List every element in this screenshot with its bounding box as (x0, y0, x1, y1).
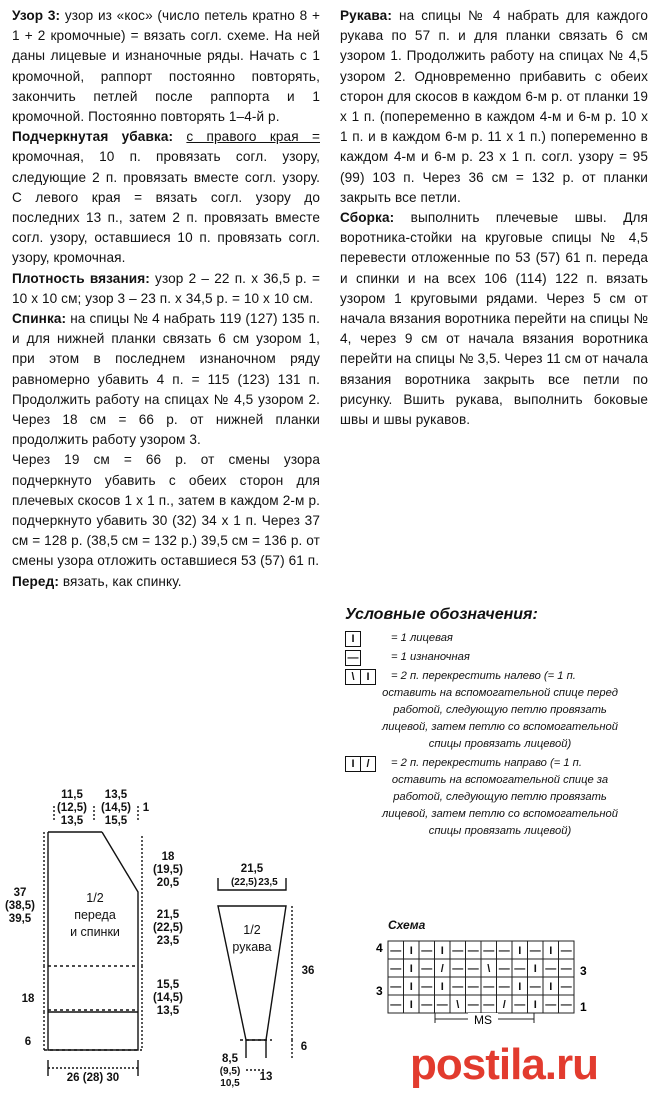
svg-text:(9,5): (9,5) (219, 1066, 241, 1077)
svg-text:6: 6 (300, 1041, 308, 1053)
chart-cell: — (529, 981, 541, 993)
legend-item-cross-right: I / = 2 п. перекрестить направо (= 1 п. оставить на вспомогательной спице за работой, следующую петлю провязать лицевой, затем петлю со вспомогательной спицы провязать лицевой) (345, 755, 645, 840)
legend-item-purl: — = 1 изнаночная (345, 649, 645, 666)
chart-cell: — (421, 981, 433, 993)
chart-cell: I (440, 945, 444, 957)
knit-stitch-icon: I (345, 631, 361, 647)
chart-cell: — (390, 981, 402, 993)
svg-text:1/2: 1/2 (86, 891, 104, 905)
chart-cell: — (467, 981, 479, 993)
chart-cell: — (467, 945, 479, 957)
body-schematic (0, 780, 200, 1112)
svg-text:10,5: 10,5 (220, 1078, 240, 1089)
schema-row-label-3-left: 3 (376, 984, 383, 998)
svg-text:рукава: рукава (232, 940, 272, 954)
chart-cell: — (421, 945, 433, 957)
svg-text:37: 37 (13, 887, 27, 899)
svg-text:(14,5): (14,5) (152, 992, 184, 1004)
paragraph-gauge: Плотность вязания: узор 2 – 22 п. х 36,5 р. = 10 х 10 см; узор 3 – 23 п. х 34,5 р. = 10 х 10 см. (12, 270, 320, 306)
svg-text:(14,5): (14,5) (100, 802, 132, 814)
chart-cell: — (452, 981, 464, 993)
chart-cell: — (483, 945, 495, 957)
left-text-column (12, 6, 320, 592)
paragraph-back: Спинка: на спицы № 4 набрать 119 (127) 135 п. и для нижней планки связать 6 см узором 1, при этом в последнем изнаночном ряду равномерно убавить 4 п. = 115 (123) 131 п. Продолжить работу на спицах № 4,5 узором 2. Через 18 см = 66 р. от нижней планки продолжить работу узором 3. (12, 311, 320, 448)
stitch-chart (372, 935, 600, 1025)
svg-text:21,5: 21,5 (156, 909, 180, 921)
svg-text:1/2: 1/2 (243, 923, 261, 937)
schema-row-label-4: 4 (376, 941, 383, 955)
schema-row-label-1: 1 (580, 1000, 587, 1014)
chart-cell: — (498, 963, 510, 975)
chart-cell: — (483, 999, 495, 1011)
svg-text:6: 6 (24, 1036, 32, 1048)
paragraph-shoulders: Через 19 см = 66 р. от смены узора подчеркнуто убавить с обеих сторон для плечевых скосов 1 х 1 п., затем в каждом 2-м р. подчеркнуто убавить 30 (32) 34 х 1 п. Через 37 см = 128 р. (38,5 см = 132 р.) 39,5 см = 136 р. от смены узора отложить оставшиеся 53 (57) 61 п. (12, 452, 320, 569)
chart-cell: / (440, 963, 444, 975)
svg-text:13,5: 13,5 (60, 815, 84, 827)
watermark: postila.ru (410, 1040, 599, 1089)
chart-cell: — (498, 945, 510, 957)
svg-text:13: 13 (259, 1071, 273, 1083)
chart-cell: — (483, 981, 495, 993)
chart-cell: / (502, 999, 506, 1011)
chart-cell: I (518, 945, 522, 957)
svg-text:переда: переда (74, 908, 116, 922)
chart-cell: \ (487, 963, 491, 975)
legend-title: Условные обозначения: (345, 606, 538, 623)
svg-text:(12,5): (12,5) (56, 802, 88, 814)
chart-cell: — (560, 945, 572, 957)
chart-cell: — (545, 999, 557, 1011)
chart-cell: — (545, 963, 557, 975)
svg-text:21,5: 21,5 (240, 863, 264, 875)
chart-cell: — (529, 945, 541, 957)
chart-cell: I (409, 999, 413, 1011)
chart-cell: — (452, 963, 464, 975)
paragraph-pattern3: Узор 3: узор из «кос» (число петель кратно 8 + 1 + 2 кромочные) = вязать согл. схеме. На ней даны лицевые и изнаночные ряды. Начать с 1 кромочной, раппорт постоянно повторять, закончить петлей после раппорта и 1 кромочной. Постоянно повторять 1–4-й р. (12, 8, 321, 125)
paragraph-assembly: Сборка: выполнить плечевые швы. Для воротника-стойки на круговые спицы № 4,5 перевести отложенные по 53 (57) 61 п. переда и спинки и на всех 106 (114) 122 п. вязать узором 1 круговыми рядами. Через 5 см от начала вязания воротника перейти на спицы № 4, через 9 см от начала вязания воротника перейти на спицы № 3,5. Через 11 см от начала вязания воротника закрыть все петли по рисунку. Вшить рукава, выполнить боковые швы и швы рукавов. (340, 210, 648, 428)
chart-cell: — (421, 999, 433, 1011)
chart-cell: — (560, 963, 572, 975)
chart-cell: I (549, 981, 553, 993)
chart-cell: I (533, 999, 537, 1011)
legend-item-knit: I = 1 лицевая (345, 630, 645, 647)
svg-text:15,5: 15,5 (104, 815, 128, 827)
cross-left-icon: \ I (345, 669, 376, 685)
svg-text:13,5: 13,5 (104, 789, 128, 801)
chart-cell: — (390, 963, 402, 975)
legend (345, 606, 645, 842)
repeat-label: MS (474, 1013, 492, 1025)
chart-cell: I (409, 981, 413, 993)
svg-text:13,5: 13,5 (156, 1005, 180, 1017)
svg-text:23,5: 23,5 (156, 935, 180, 947)
svg-text:18: 18 (161, 851, 175, 863)
chart-cell: — (514, 963, 526, 975)
chart-cell: — (498, 981, 510, 993)
svg-text:18: 18 (21, 993, 35, 1005)
svg-text:и спинки: и спинки (70, 925, 120, 939)
svg-text:(19,5): (19,5) (152, 864, 184, 876)
chart-cell: I (409, 963, 413, 975)
cross-right-icon: I / (345, 756, 376, 772)
svg-text:36: 36 (301, 965, 315, 977)
paragraph-sleeves: Рукава: на спицы № 4 набрать для каждого рукава по 57 п. и для планки связать 6 см узором 1. Продолжить работу на спицах № 4,5 узором 2. Одновременно прибавить с обеих сторон для скосов в каждом 6-м р. от планки 19 х 1 п. (попеременно в каждом 4-м и 6-м р. 10 х 1 п. и в каждом 6-м р. 11 х 1 п.) попеременно в каждом 4-м и 6-м р. 23 х 1 п. согл. узору = 95 (99) 103 п. Через 36 см = 132 р. от планки закрыть все петли. (340, 8, 648, 205)
svg-text:1: 1 (142, 802, 150, 814)
chart-cell: I (518, 981, 522, 993)
chart-cell: — (390, 945, 402, 957)
right-text-column (340, 6, 648, 430)
paragraph-decrease: Подчеркнутая убавка: с правого края = кромочная, 10 п. провязать согл. узору, следующие 2 п. провязать вместе согл. узору. С левого края = вязать согл. узору до последних 13 п., затем 2 п. провязать вместе согл. узору, оставшиеся 10 п. провязать согл. узору, кромочная. (12, 129, 320, 266)
schema-title: Схема (388, 918, 426, 932)
svg-text:(22,5): (22,5) (152, 922, 184, 934)
sleeve-schematic (200, 850, 340, 1112)
chart-cell: I (549, 945, 553, 957)
chart-cell: — (436, 999, 448, 1011)
chart-cell: — (560, 981, 572, 993)
heading: Узор 3: (12, 8, 61, 23)
schema-row-label-3-right: 3 (580, 964, 587, 978)
svg-text:26 (28) 30: 26 (28) 30 (66, 1072, 120, 1084)
svg-text:15,5: 15,5 (156, 979, 180, 991)
chart-cell: I (409, 945, 413, 957)
svg-text:23,5: 23,5 (258, 877, 278, 888)
chart-cell: — (467, 963, 479, 975)
legend-item-cross-left: \ I = 2 п. перекрестить налево (= 1 п. оставить на вспомогательной спице перед работой, следующую петлю провязать лицевой, затем петлю со вспомогательной спицы провязать лицевой) (345, 668, 645, 753)
chart-cell: — (390, 999, 402, 1011)
chart-cell: — (452, 945, 464, 957)
chart-cell: — (560, 999, 572, 1011)
svg-text:20,5: 20,5 (156, 877, 180, 889)
svg-text:8,5: 8,5 (222, 1053, 238, 1065)
chart-cell: \ (456, 999, 460, 1011)
svg-text:(38,5): (38,5) (4, 900, 36, 912)
chart-cell: — (514, 999, 526, 1011)
chart-cell: — (467, 999, 479, 1011)
paragraph-front: Перед: вязать, как спинку. (12, 573, 182, 589)
svg-text:39,5: 39,5 (8, 913, 32, 925)
chart-cell: — (421, 963, 433, 975)
chart-cell: I (533, 963, 537, 975)
chart-cell: I (440, 981, 444, 993)
svg-text:(22,5): (22,5) (230, 877, 258, 888)
purl-stitch-icon: — (345, 650, 361, 666)
svg-text:11,5: 11,5 (61, 789, 83, 801)
